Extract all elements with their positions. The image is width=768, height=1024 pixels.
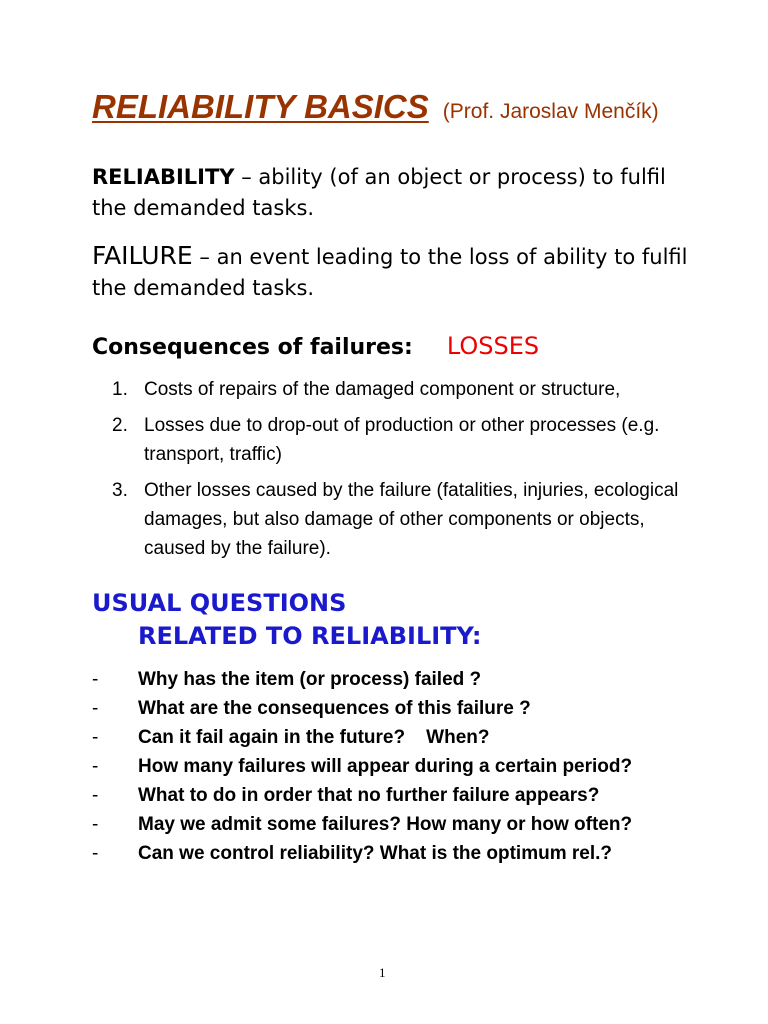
consequences-heading — [92, 332, 539, 360]
question-text: What to do in order that no further failure appears? — [138, 785, 600, 806]
definition-reliability — [92, 162, 692, 224]
consequences-list — [112, 375, 702, 570]
questions-heading-line1: USUAL QUESTIONS — [92, 589, 347, 617]
title-line — [92, 88, 659, 126]
bullet-dash: - — [92, 756, 99, 777]
list-item — [112, 476, 702, 563]
question-item — [92, 752, 678, 781]
question-text: Why has the item (or process) failed ? — [138, 669, 482, 690]
question-text: May we admit some failures? How many or how often? — [138, 814, 633, 835]
question-text: How many failures will appear during a certain period? — [138, 756, 633, 777]
bullet-dash: - — [92, 727, 99, 748]
definition-term: RELIABILITY — [92, 165, 235, 189]
definition-text: – ability (of an object or process) to fulfil the demanded tasks. — [92, 165, 666, 220]
question-item — [92, 723, 678, 752]
question-text: What are the consequences of this failure ? — [138, 698, 531, 719]
question-item — [92, 810, 678, 839]
list-item-text: Costs of repairs of the damaged component or structure, — [144, 379, 621, 400]
definition-term: FAILURE — [92, 241, 193, 270]
bullet-dash: - — [92, 814, 99, 835]
list-item-text: Losses due to drop-out of production or other processes (e.g. transport, traffic) — [144, 415, 660, 465]
list-item — [112, 411, 702, 469]
bullet-dash: - — [92, 669, 99, 690]
questions-heading — [92, 587, 481, 653]
bullet-dash: - — [92, 698, 99, 719]
question-text: Can it fail again in the future? When? — [138, 727, 490, 748]
list-item-text: Other losses caused by the failure (fatalities, injuries, ecological damages, but also damage of other components or objects, caused by the failure). — [144, 480, 679, 559]
definition-failure — [92, 240, 692, 304]
consequences-heading-text: Consequences of failures: — [92, 335, 413, 360]
document-author: (Prof. Jaroslav Menčík) — [442, 100, 659, 123]
definition-text: – an event leading to the loss of ability to fulfil the demanded tasks. — [92, 245, 688, 300]
page-number: 1 — [379, 965, 386, 980]
questions-list — [92, 665, 678, 868]
question-text: Can we control reliability? What is the optimum rel.? — [138, 843, 612, 864]
question-item — [92, 665, 678, 694]
list-number: 3. — [112, 480, 128, 501]
question-item — [92, 781, 678, 810]
document-title: RELIABILITY BASICS — [92, 88, 429, 125]
bullet-dash: - — [92, 785, 99, 806]
list-number: 1. — [112, 379, 128, 400]
losses-label: LOSSES — [446, 332, 540, 360]
bullet-dash: - — [92, 843, 99, 864]
question-item — [92, 694, 678, 723]
questions-heading-line2: RELATED TO RELIABILITY: — [138, 622, 482, 650]
question-item — [92, 839, 678, 868]
list-number: 2. — [112, 415, 128, 436]
list-item — [112, 375, 702, 404]
